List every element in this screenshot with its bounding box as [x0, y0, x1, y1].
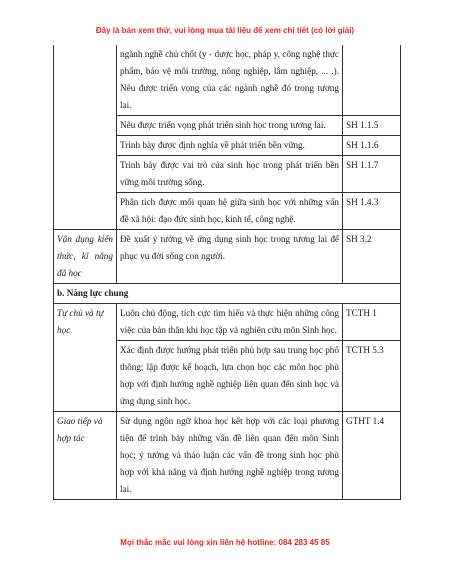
code-cell: SH 1.4.3: [343, 193, 401, 230]
content-cell: ngành nghề chủ chốt (y - dược học, pháp y, công nghệ thực phẩm, bảo vệ môi trường, nông nghiệp, lâm nghiệp, ... .). Nêu được triển vọng của các ngành nghề đó trong tương lai.: [117, 45, 343, 116]
row-label-cell: Vận dụng kiến thức, kĩ năng đã học: [54, 230, 117, 284]
row-label-cell: Giao tiếp và hợp tác: [54, 412, 117, 500]
code-cell: SH 1.1.7: [343, 156, 401, 193]
code-cell: SH 1.1.5: [343, 116, 401, 136]
preview-banner: Đây là bản xem thử, vui lòng mua tài liệu để xem chi tiết (có lời giải): [95, 26, 355, 35]
content-cell: Trình bày được vai trò của sinh học trong phát triển bền vững môi trường sống.: [117, 156, 343, 193]
content-cell: Luôn chủ động, tích cực tìm hiểu và thực hiện những công việc của bản thân khi học tập và nghiên cứu môn Sinh học.: [117, 304, 343, 341]
code-cell: GTHT 1.4: [343, 412, 401, 500]
table-row: [54, 412, 401, 500]
content-cell: Sử dụng ngôn ngữ khoa học kết hợp với các loại phương tiện để trình bày những vấn đề liên quan đến môn Sinh học; ý tưởng và thảo luận các vấn đề trong sinh học phù hợp với khả năng và định hướng nghề nghiệp trong tương lai.: [117, 412, 343, 500]
content-cell: Trình bày được định nghĩa về phát triển bền vững.: [117, 136, 343, 156]
code-cell: SH 1.1.6: [343, 136, 401, 156]
table-row: [54, 230, 401, 284]
row-label-cell: [54, 45, 117, 230]
table-row: [54, 45, 401, 116]
content-cell: Phân tích được mối quan hệ giữa sinh học với những vấn đề xã hội: đạo đức sinh học, kinh tế, công nghệ.: [117, 193, 343, 230]
code-cell: TCTH 1: [343, 304, 401, 341]
code-cell: TCTH 5.3: [343, 341, 401, 412]
content-cell: Nêu được triển vọng phát triển sinh học trong tương lai.: [117, 116, 343, 136]
competency-table: [53, 45, 401, 500]
section-heading-row: [54, 284, 401, 304]
table-row: [54, 304, 401, 341]
content-cell: Đề xuất ý tưởng về ứng dụng sinh học trong tương lai để phục vụ đời sống con người.: [117, 230, 343, 284]
code-cell: [343, 45, 401, 116]
code-cell: SH 3.2: [343, 230, 401, 284]
content-cell: Xác định được hướng phát triển phù hợp sau trung học phổ thông; lập được kế hoạch, lựa chọn học các môn học phù hợp với định hướng nghề nghiệp liên quan đến sinh học và ứng dụng sinh học.: [117, 341, 343, 412]
hotline-banner: Mọi thắc mắc vui lòng xin liên hệ hotline: 084 283 45 85: [120, 538, 330, 547]
row-label-cell: Tự chủ và tự học: [54, 304, 117, 412]
section-heading: b. Năng lực chung: [54, 284, 401, 304]
